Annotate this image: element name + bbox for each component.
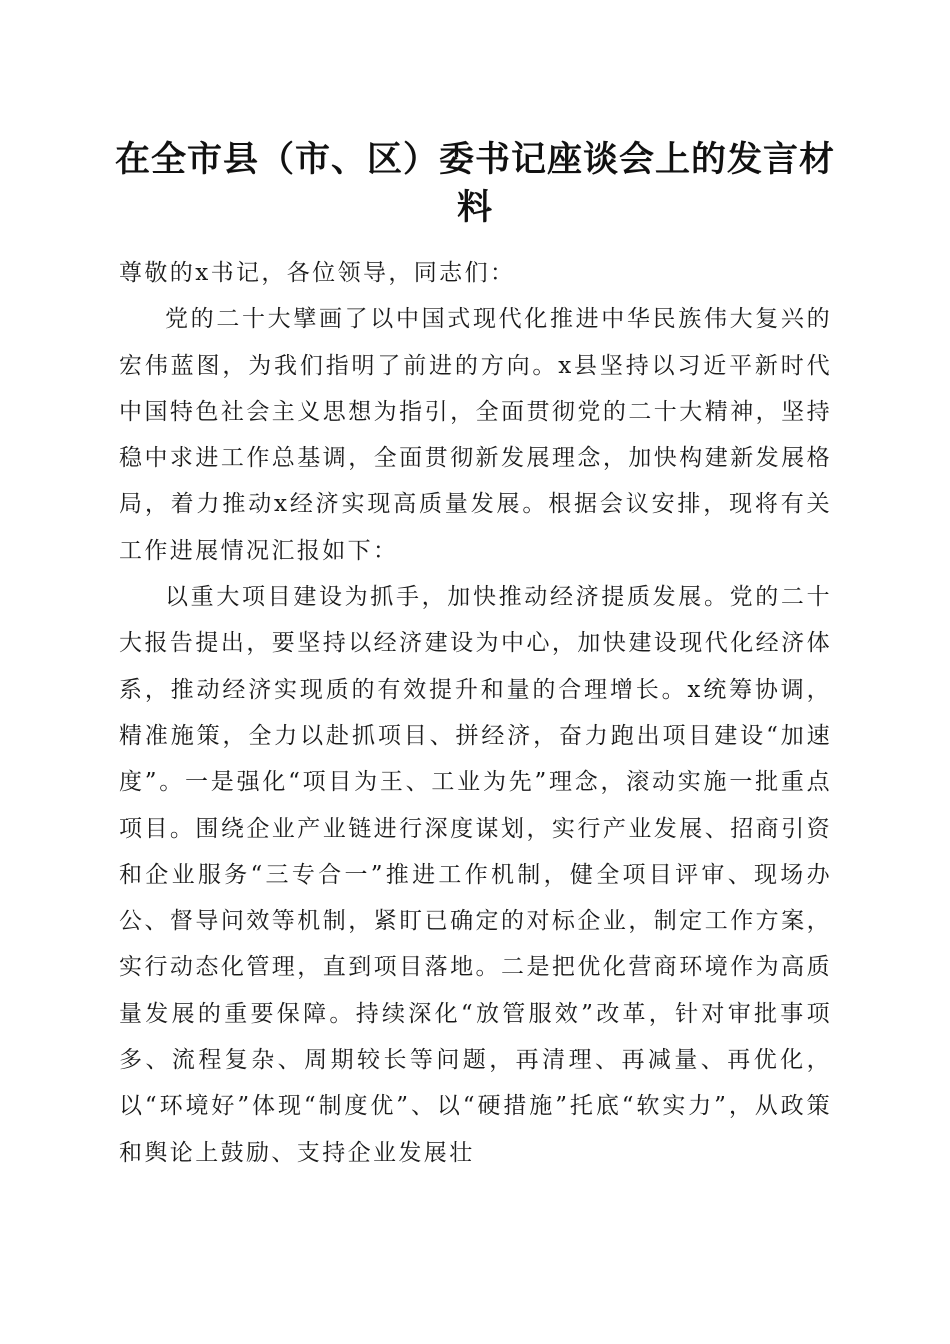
document-title: 在全市县（市、区）委书记座谈会上的发言材料 [114,139,835,228]
paragraph-intro: 党的二十大擘画了以中国式现代化推进中华民族伟大复兴的宏伟蓝图，为我们指明了前进的方向。x县坚持以习近平新时代中国特色社会主义思想为指引，全面贯彻党的二十大精神，坚持稳中求进工作总基调，全面贯彻新发展理念，加快构建新发展格局，着力推动x经济实现高质量发展。根据会议安排，现将有关工作进展情况汇报如下： [119,306,832,564]
document-body [119,250,832,1176]
salutation: 尊敬的x书记，各位领导，同志们： [119,260,516,286]
paragraph-major-projects: 以重大项目建设为抓手，加快推动经济提质发展。党的二十大报告提出，要坚持以经济建设为中心，加快建设现代化经济体系，推动经济实现质的有效提升和量的合理增长。x统筹协调，精准施策，全力以赴抓项目、拼经济，奋力跑出项目建设“加速度”。一是强化“项目为王、工业为先”理念，滚动实施一批重点项目。围绕企业产业链进行深度谋划，实行产业发展、招商引资和企业服务“三专合一”推进工作机制，健全项目评审、现场办公、督导问效等机制，紧盯已确定的对标企业，制定工作方案，实行动态化管理，直到项目落地。二是把优化营商环境作为高质量发展的重要保障。持续深化“放管服效”改革，针对审批事项多、流程复杂、周期较长等问题，再清理、再减量、再优化，以“环境好”体现“制度优”、以“硬措施”托底“软实力”，从政策和舆论上鼓励、支持企业发展壮 [119,584,832,1166]
